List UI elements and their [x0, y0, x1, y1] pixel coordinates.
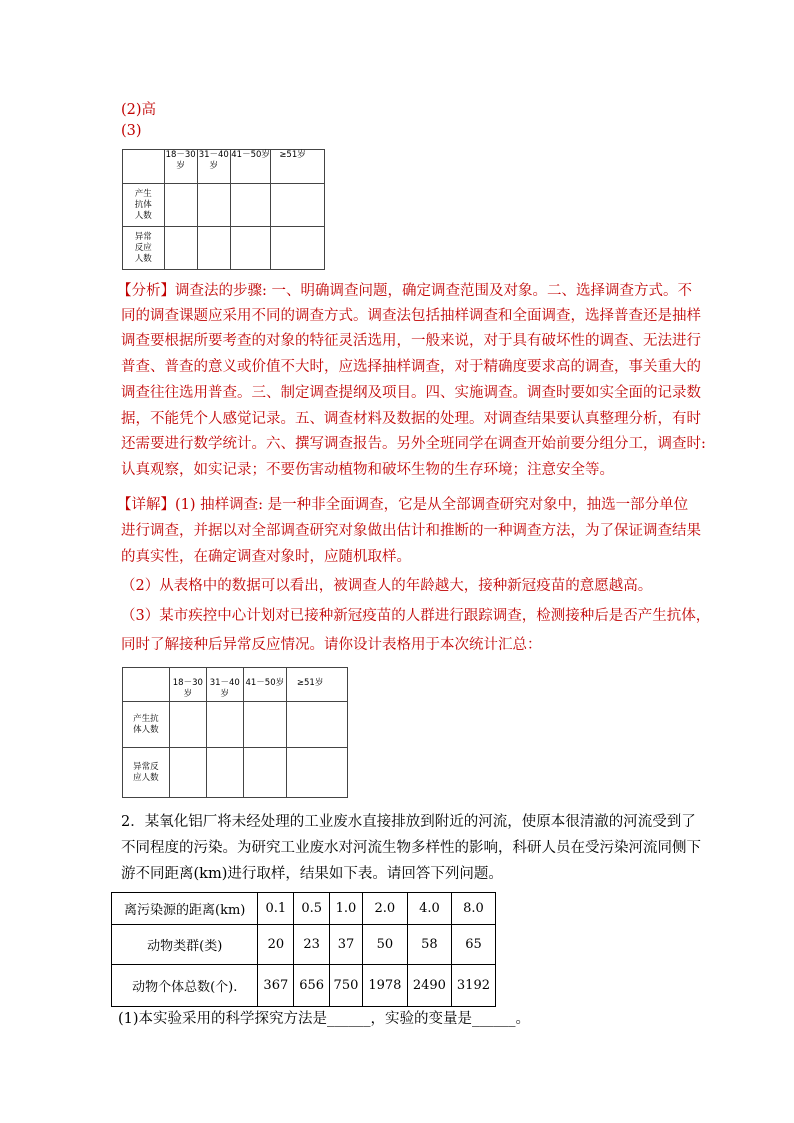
- table-cell: [230, 227, 270, 270]
- detail-tag: 【详解】: [117, 497, 175, 513]
- table-header-cell: 18－30岁: [169, 668, 206, 702]
- analysis-line: 调查要根据所要考查的对象的特征灵活选用，一般来说，对于具有破坏性的调查、无法进行: [121, 333, 701, 349]
- row-label: 异常反应人数: [123, 227, 165, 270]
- table-row: [112, 925, 496, 965]
- question-line: 不同程度的污染。为研究工业废水对河流生物多样性的影响，科研人员在受污染河流同侧下: [121, 840, 701, 856]
- table-cell: [164, 227, 197, 270]
- table-cell: [243, 702, 286, 748]
- detail-line: （3）某市疾控中心计划对已接种新冠疫苗的人群进行跟踪调查，检测接种后是否产生抗体，: [121, 608, 711, 624]
- table-cell: [286, 702, 347, 748]
- table-cell: [197, 184, 230, 227]
- detail-line: （2）从表格中的数据可以看出，被调查人的年龄越大，接种新冠疫苗的意愿越高。: [121, 578, 653, 594]
- analysis-tag: 【分析】: [117, 283, 175, 299]
- table-header-cell: 31－40岁: [197, 150, 230, 184]
- table-row: [112, 893, 496, 925]
- table-cell: [169, 702, 206, 748]
- row-label: 离污染源的距离(km): [112, 893, 258, 925]
- table-cell: 656: [294, 965, 330, 1007]
- pollution-data-table: [111, 892, 496, 1007]
- table-cell: [206, 702, 243, 748]
- table-cell: 750: [330, 965, 363, 1007]
- table-cell: [271, 227, 325, 270]
- survey-table-2: [122, 667, 348, 798]
- table-cell: 37: [330, 925, 363, 965]
- table-cell: [206, 748, 243, 798]
- table-header-cell: ≥51岁: [271, 150, 325, 184]
- table-cell: 367: [258, 965, 294, 1007]
- table-cell: 0.5: [294, 893, 330, 925]
- table-row: [123, 748, 348, 798]
- row-label: 动物类群(类): [112, 925, 258, 965]
- table-cell: 1.0: [330, 893, 363, 925]
- table-cell: 23: [294, 925, 330, 965]
- analysis-line: 【分析】调查法的步骤: 一、明确调查问题，确定调查范围及对象。二、选择调查方式。不: [117, 283, 692, 299]
- table-cell: 1978: [362, 965, 407, 1007]
- table-row: [112, 965, 496, 1007]
- question-line: 2．某氧化铝厂将未经处理的工业废水直接排放到附近的河流，使原本很清澈的河流受到了: [121, 814, 696, 830]
- table-header-cell: ≥51岁: [286, 668, 347, 702]
- analysis-line: 还需要进行数学统计。六、撰写调查报告。另外全班同学在调查开始前要分组分工，调查时:: [121, 436, 706, 452]
- answer-3: (3): [121, 123, 142, 139]
- answer-2: (2)高: [121, 102, 157, 118]
- analysis-line: 调查往往选用普查。三、制定调查提纲及项目。四、实施调查。调查时要如实全面的记录数: [121, 385, 701, 401]
- detail-line: 同时了解接种后异常反应情况。请你设计表格用于本次统计汇总：: [121, 637, 542, 653]
- table-cell: [230, 184, 270, 227]
- detail-line: 【详解】(1) 抽样调查: 是一种非全面调查，它是从全部调查研究对象中，抽选一部分单位: [117, 497, 689, 513]
- table-cell: [169, 748, 206, 798]
- question-2-1: (1)本实验采用的科学探究方法是______，实验的变量是______。: [118, 1011, 531, 1027]
- table-cell: 2.0: [362, 893, 407, 925]
- question-line: 游不同距离(km)进行取样，结果如下表。请回答下列问题。: [121, 866, 503, 882]
- analysis-line: 认真观察，如实记录；不要伤害动植物和破坏生物的生存环境；注意安全等。: [121, 462, 614, 478]
- table-header-cell: [123, 150, 165, 184]
- row-label: 异常反应人数: [123, 748, 170, 798]
- table-row: [123, 702, 348, 748]
- table-cell: 3192: [451, 965, 495, 1007]
- survey-table-1: [122, 149, 325, 270]
- table-row: [123, 227, 325, 270]
- table-cell: [243, 748, 286, 798]
- analysis-line: 同的调查课题应采用不同的调查方式。调查法包括抽样调查和全面调查，选择普查还是抽样: [121, 308, 701, 324]
- row-label: 产生抗体人数: [123, 184, 165, 227]
- table-cell: [271, 184, 325, 227]
- table-header-cell: 31－40岁: [206, 668, 243, 702]
- table-cell: 58: [407, 925, 451, 965]
- table-cell: [286, 748, 347, 798]
- detail-line: 进行调查，并据以对全部调查研究对象做出估计和推断的一种调查方法，为了保证调查结果: [121, 523, 701, 539]
- table-header-cell: 41－50岁: [243, 668, 286, 702]
- table-cell: 20: [258, 925, 294, 965]
- table-cell: 4.0: [407, 893, 451, 925]
- table-cell: 65: [451, 925, 495, 965]
- table-cell: 50: [362, 925, 407, 965]
- row-label: 产生抗体人数: [123, 702, 170, 748]
- table-cell: 0.1: [258, 893, 294, 925]
- table-cell: 2490: [407, 965, 451, 1007]
- table-cell: [197, 227, 230, 270]
- detail-line: 的真实性，在确定调查对象时，应随机取样。: [121, 549, 411, 565]
- analysis-line: 据，不能凭个人感觉记录。五、调查材料及数据的处理。对调查结果要认真整理分析，有时: [121, 411, 701, 427]
- table-header-cell: 41－50岁: [230, 150, 270, 184]
- row-label: 动物个体总数(个).: [112, 965, 258, 1007]
- table-header-cell: [123, 668, 170, 702]
- table-row: [123, 184, 325, 227]
- table-cell: 8.0: [451, 893, 495, 925]
- analysis-line: 普查、普查的意义或价值不大时，应选择抽样调查，对于精确度要求高的调查，事关重大的: [121, 359, 701, 375]
- table-cell: [164, 184, 197, 227]
- table-header-cell: 18－30岁: [164, 150, 197, 184]
